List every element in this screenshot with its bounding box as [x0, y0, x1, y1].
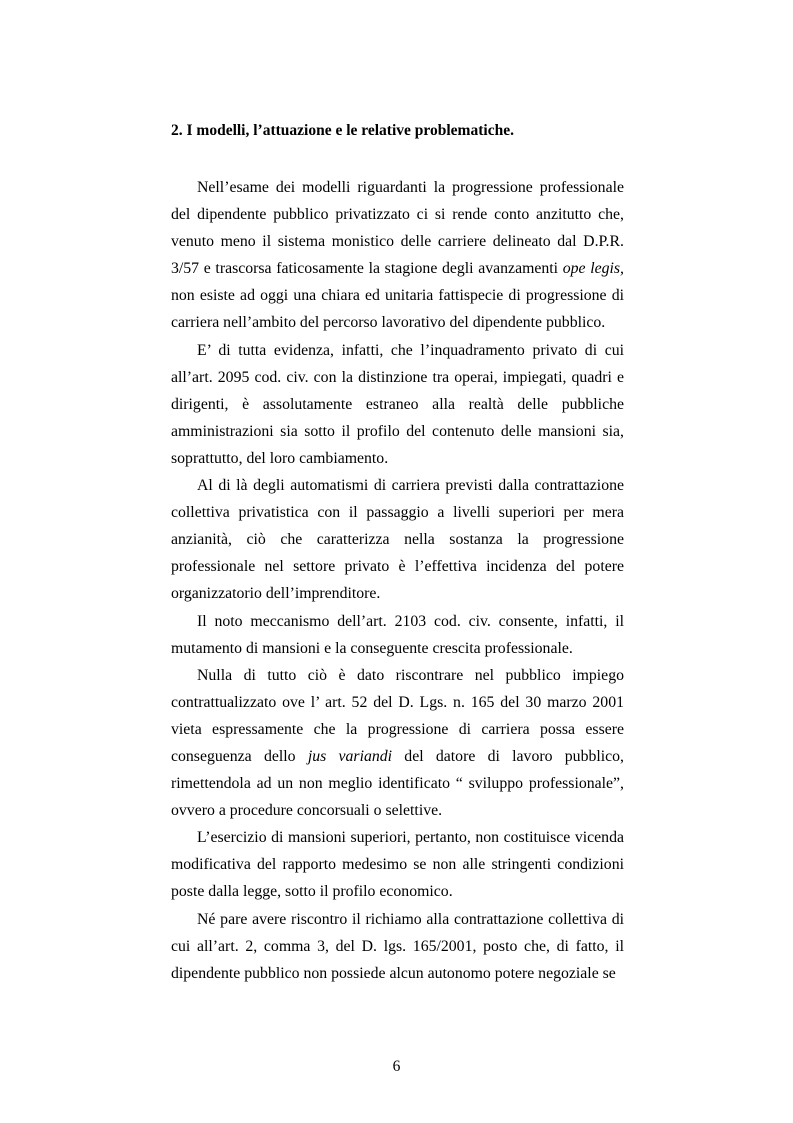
paragraph-text: non esiste ad oggi una chiara ed unitaria fattispecie di progressione di carriera nell’ambito del percorso lavorativo del dipendente pubblico.	[171, 287, 624, 332]
body-text	[171, 174, 624, 987]
paragraph	[171, 608, 624, 662]
italic-text: jus variandi	[307, 747, 393, 765]
italic-text: ope legis,	[562, 260, 624, 278]
paragraph	[171, 174, 624, 337]
paragraph	[171, 472, 624, 607]
paragraph-text: Il noto meccanismo dell’art. 2103 cod. civ. consente, infatti, il mutamento di mansioni e la conseguente crescita professionale.	[171, 612, 624, 657]
paragraph-text: L’esercizio di mansioni superiori, pertanto, non costituisce vicenda modificativa del rapporto medesimo se non alle stringenti condizioni poste dalla legge, sotto il profilo economico.	[171, 829, 624, 901]
page-number: 6	[392, 1058, 401, 1075]
paragraph-text: Nulla di tutto ciò è dato riscontrare nel pubblico impiego contrattualizzato ove l’ art. 52 del D. Lgs. n. 165 del 30 marzo 2001 vieta espressamente che la progressione di carriera possa essere conseguenza dello	[171, 666, 624, 765]
paragraph	[171, 662, 624, 825]
paragraph	[171, 906, 624, 987]
paragraph	[171, 337, 624, 472]
section-heading: 2. I modelli, l’attuazione e le relative problematiche.	[171, 122, 514, 139]
paragraph-text: Né pare avere riscontro il richiamo alla contrattazione collettiva di cui all’art. 2, comma 3, del D. lgs. 165/2001, posto che, di fatto, il dipendente pubblico non possiede alcun autonomo potere negoziale se	[171, 910, 624, 982]
paragraph	[171, 824, 624, 905]
paragraph-text: Nell’esame dei modelli riguardanti la progressione professionale del dipendente pubblico privatizzato ci si rende conto anzitutto che, venuto meno il sistema monistico delle carriere delineato dal D.P.R. 3/57 e trascorsa faticosamente la stagione degli avanzamenti	[171, 179, 624, 278]
paragraph-text: E’ di tutta evidenza, infatti, che l’inquadramento privato di cui all’art. 2095 cod. civ. con la distinzione tra operai, impiegati, quadri e dirigenti, è assolutamente estraneo alla realtà delle pubbliche amministrazioni sia sotto il profilo del contenuto delle mansioni sia, soprattutto, del loro cambiamento.	[171, 341, 624, 467]
paragraph-text: Al di là degli automatismi di carriera previsti dalla contrattazione collettiva privatistica con il passaggio a livelli superiori per mera anzianità, ciò che caratterizza nella sostanza la progressione professionale nel settore privato è l’effettiva incidenza del potere organizzatorio dell’imprenditore.	[171, 477, 624, 603]
paragraph-text: del datore di lavoro pubblico, rimettendola ad un non meglio identificato “ sviluppo professionale”, ovvero a procedure concorsuali o selettive.	[171, 747, 624, 820]
